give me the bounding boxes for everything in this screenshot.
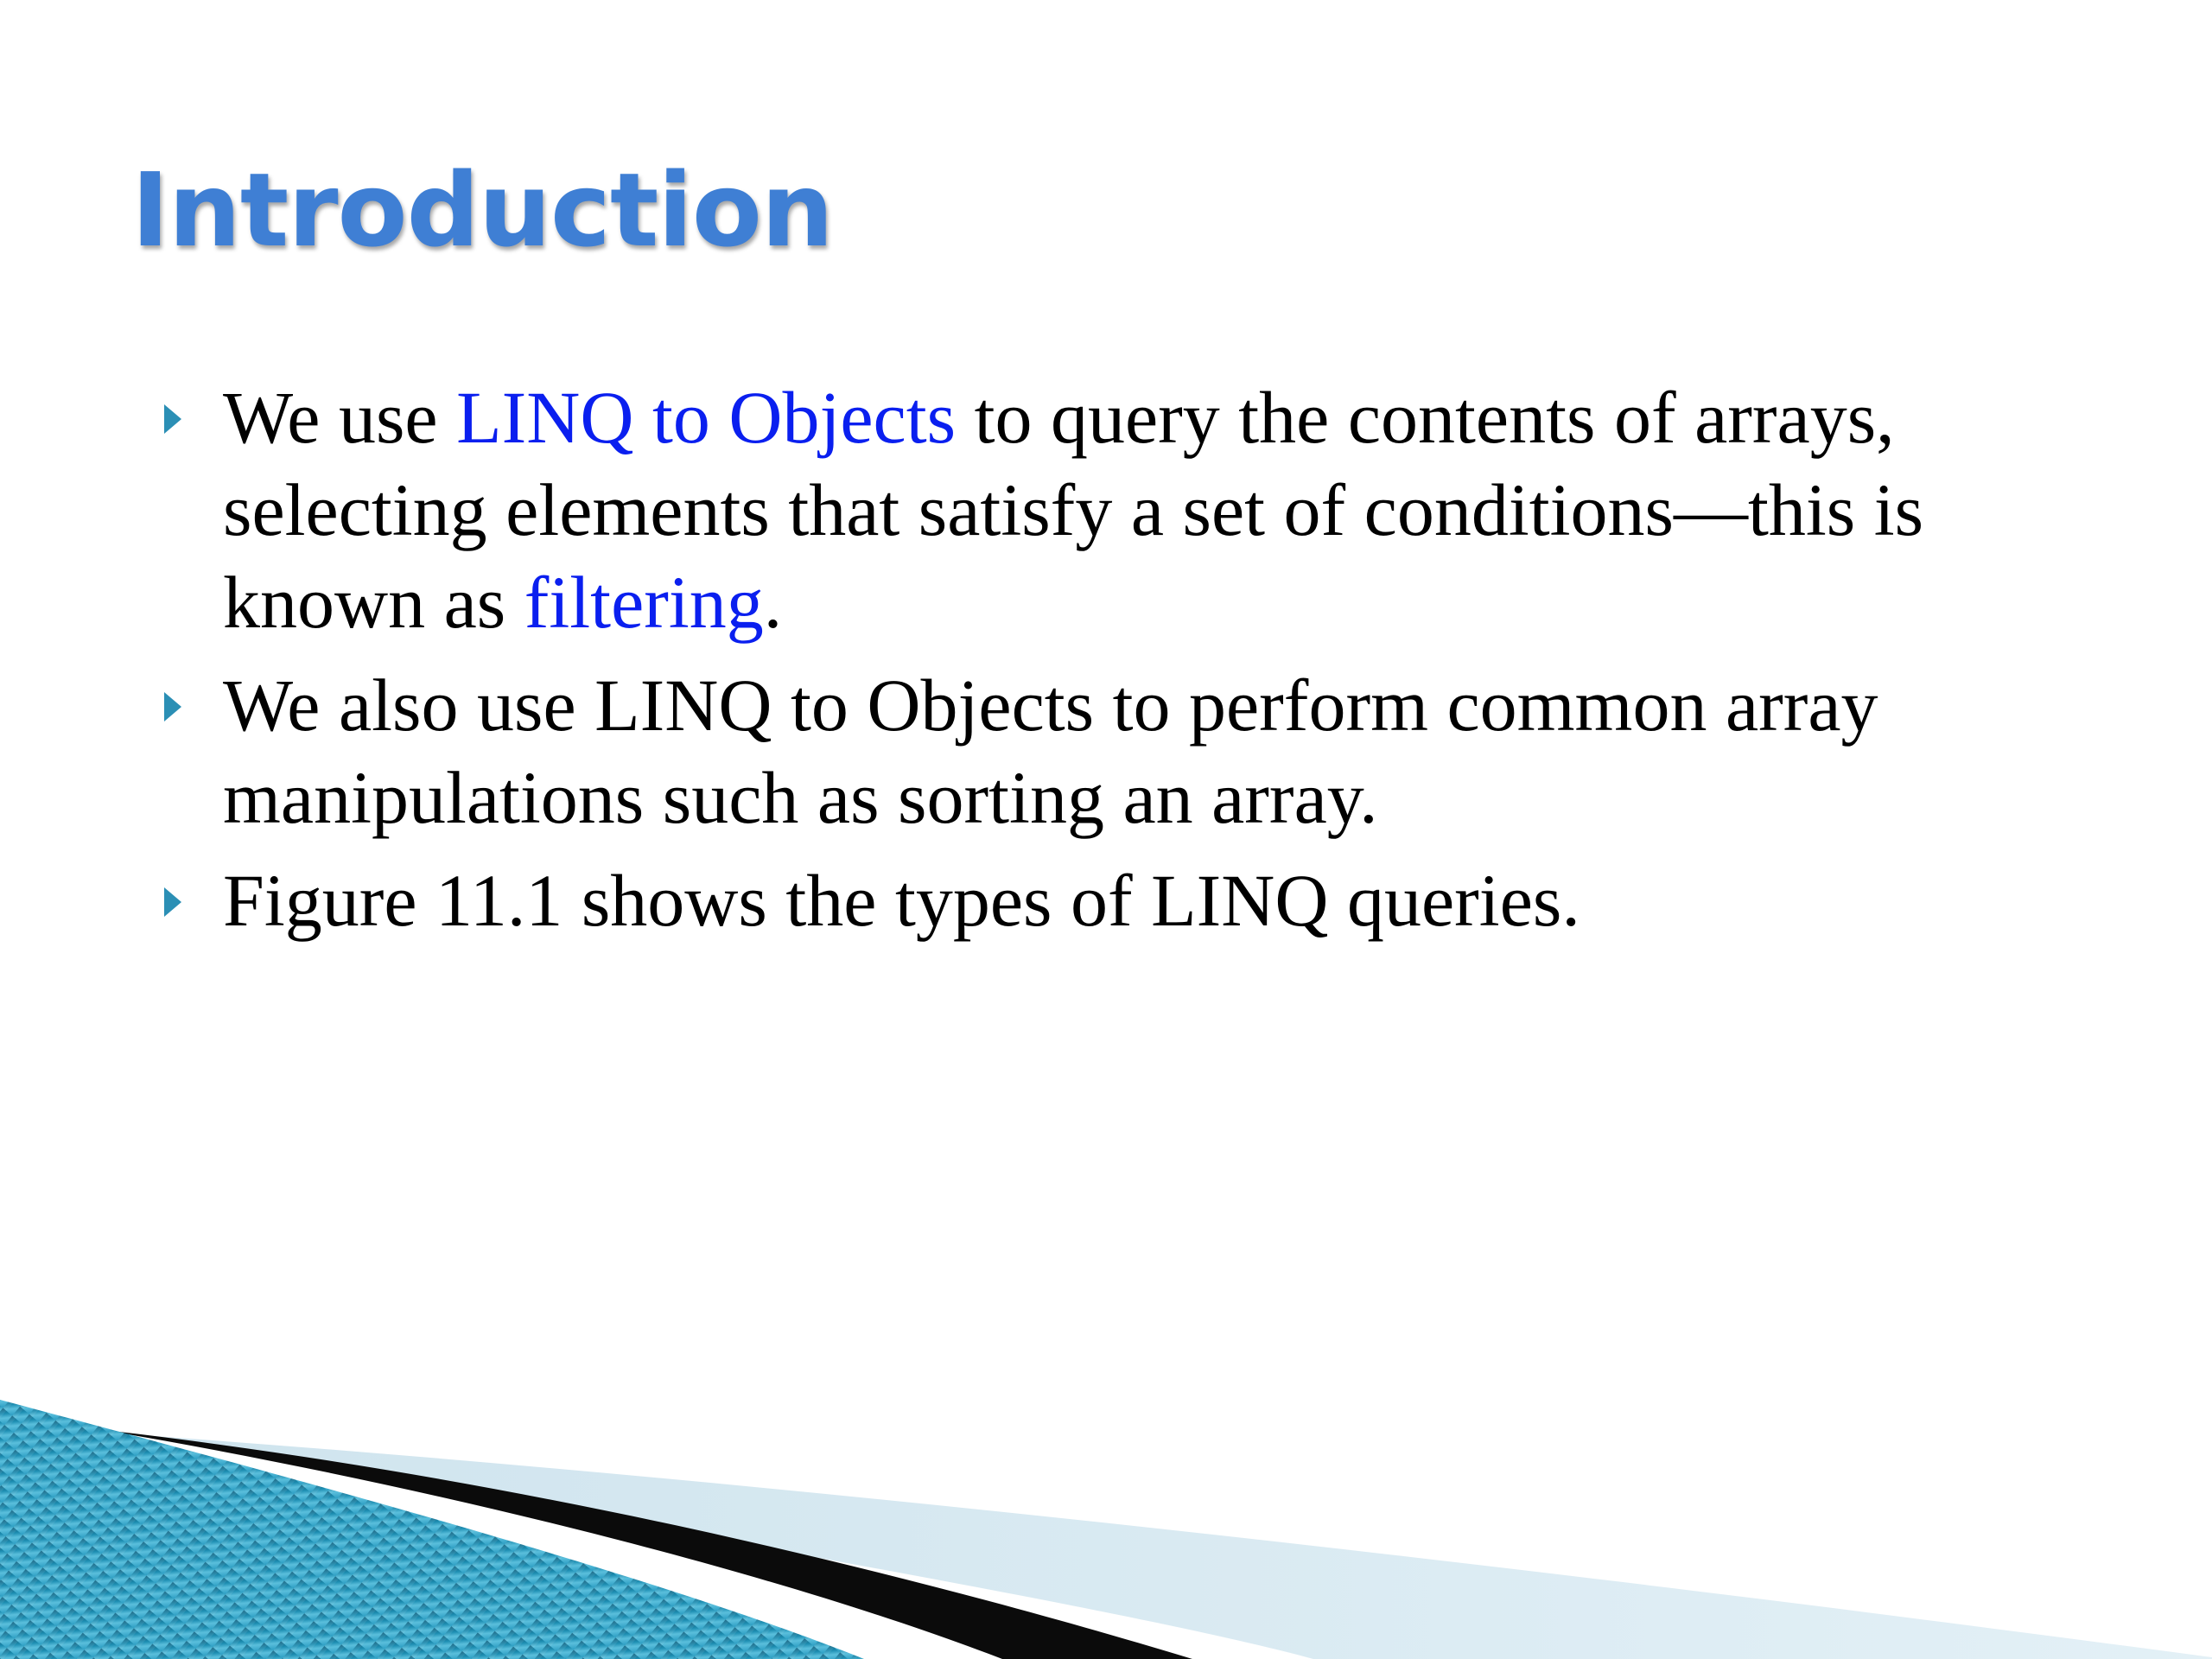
- footer-black-band: [104, 1430, 1192, 1659]
- bullet-text: [223, 376, 1923, 644]
- triangle-right-icon: [164, 692, 181, 721]
- triangle-right-icon: [164, 404, 181, 434]
- highlighted-term-filtering: filtering: [524, 561, 764, 644]
- slide-title: Introduction: [131, 150, 833, 270]
- bullet-list: [159, 372, 2060, 957]
- triangle-right-icon: [164, 887, 181, 917]
- highlighted-term-linq-to-objects: LINQ to Objects: [456, 376, 957, 459]
- footer-light-band: [130, 1434, 2212, 1659]
- bullet-text: We also use LINQ to Objects to perform common array manipulations such as sorting an array.: [223, 664, 1878, 839]
- bullet-text: Figure 11.1 shows the types of LINQ queries.: [223, 859, 1580, 942]
- bullet-segment: We use: [223, 376, 457, 459]
- footer-teal-band: [0, 1400, 864, 1659]
- bullet-item: [159, 372, 2060, 649]
- bullet-segment: to query the contents of arrays, selecting elements that satisfy a set of conditions—this is known as: [223, 376, 1924, 644]
- bullet-item: [159, 855, 2060, 947]
- bullet-segment: .: [763, 561, 783, 644]
- bullet-item: [159, 659, 2060, 844]
